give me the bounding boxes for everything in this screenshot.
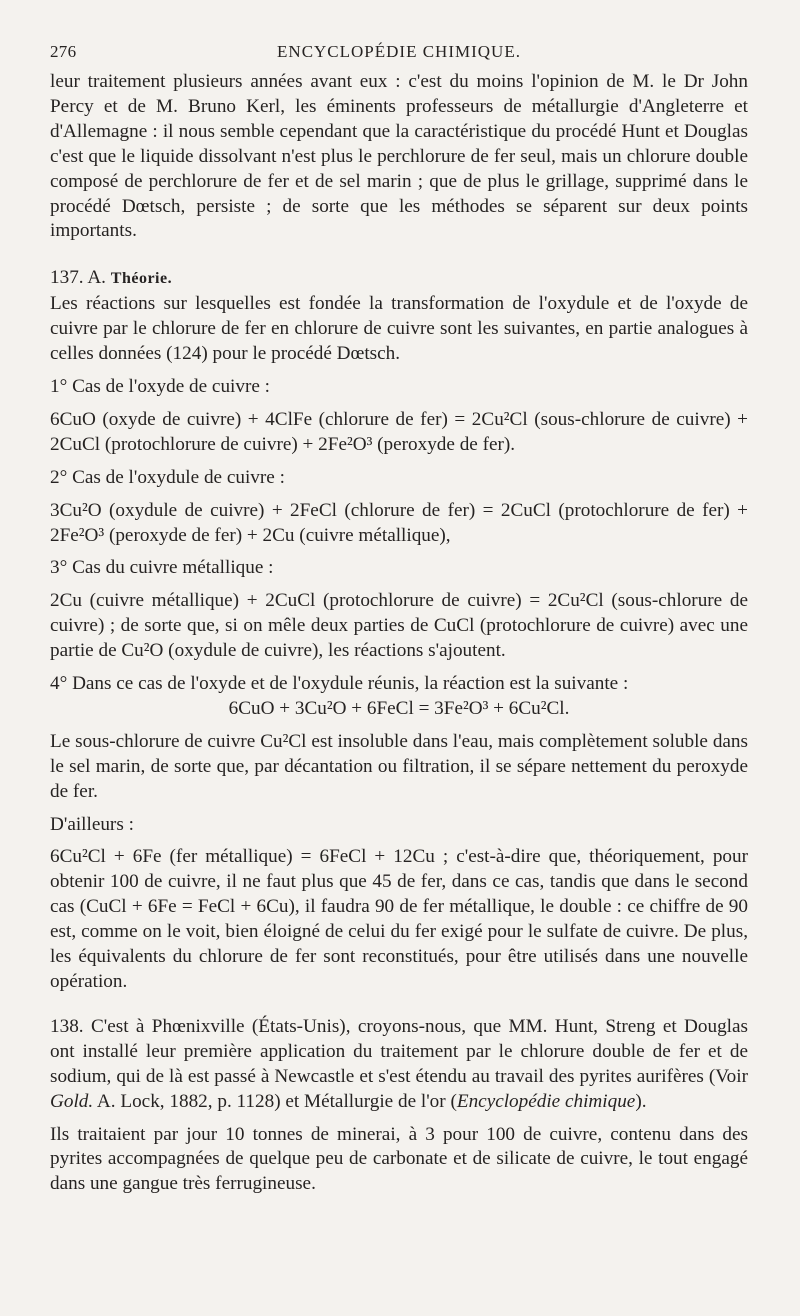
dailleurs-label: D'ailleurs : xyxy=(50,813,134,835)
dailleurs-paragraph: 6Cu²Cl + 6Fe (fer métallique) = 6FeCl + 12Cu ; c'est-à-dire que, théoriquement, pour obtenir 100 de cuivre, il ne faut plus que 45 de fer, dans ce cas, tandis que dans le second cas (CuCl + 6Fe = FeCl + 6Cu), il faudra 90 de fer métallique, le double : ce chiffre de 90 est, comme on le voit, bien éloigné de celui du fer exigé pour le sulfate de cuivre. De plus, les équivalents du chlorure de fer sont reconstitués, pour être utilisés dans une nouvelle opération. xyxy=(50,846,748,992)
page-body xyxy=(50,70,748,1197)
case-4-text: 4° Dans ce cas de l'oxyde et de l'oxydule réunis, la réaction est la suivante : xyxy=(50,673,629,695)
souschlorure-paragraph: Le sous-chlorure de cuivre Cu²Cl est insoluble dans l'eau, mais complètement soluble dans le sel marin, de sorte que, par décantation ou filtration, il se sépare nettement du peroxyde de fer. xyxy=(50,730,748,802)
running-header xyxy=(50,42,748,68)
section-137-text: Les réactions sur lesquelles est fondée la transformation de l'oxydule et de l'oxyde de cuivre par le chlorure de fer en chlorure de cuivre sont les suivantes, en partie analogues à celles données (124) pour le procédé Dœtsch. xyxy=(50,293,748,365)
section-138-text-c: ). xyxy=(635,1090,647,1112)
running-title: ENCYCLOPÉDIE CHIMIQUE. xyxy=(277,42,521,61)
section-title: Théorie. xyxy=(110,270,173,288)
section-138-encyclopedie: Encyclopédie chimique xyxy=(456,1090,636,1112)
section-138-text-a: 138. C'est à Phœnixville (États-Unis), croyons-nous, que MM. Hunt, Streng et Douglas ont installé leur première application du traitement par le chlorure double de fer et de sodium, qui de là est passé à Newcastle et s'est étendu au travail des pyrites aurifères (Voir xyxy=(50,1015,748,1087)
section-138-gold: Gold. xyxy=(50,1090,94,1112)
section-138-text-b: A. Lock, 1882, p. 1128) et Métallurgie de l'or ( xyxy=(93,1090,457,1112)
section-138-paragraph xyxy=(50,1015,748,1115)
case-2-label: 2° Cas de l'oxydule de cuivre : xyxy=(50,466,285,488)
case-1-label: 1° Cas de l'oxyde de cuivre : xyxy=(50,375,271,397)
section-137-heading xyxy=(50,266,748,292)
case-1-reaction: 6CuO (oxyde de cuivre) + 4ClFe (chlorure de fer) = 2Cu²Cl (sous-chlorure de cuivre) + 2CuCl (protochlorure de cuivre) + 2Fe²O³ (peroxyde de fer). xyxy=(50,408,748,455)
section-number: 137. A. xyxy=(50,267,106,289)
page-number: 276 xyxy=(50,42,77,61)
final-paragraph: Ils traitaient par jour 10 tonnes de minerai, à 3 pour 100 de cuivre, contenu dans des pyrites accompagnées de quelque peu de carbonate et de silicate de cuivre, le tout engagé dans une gangue très ferrugineuse. xyxy=(50,1123,748,1195)
case-3-label: 3° Cas du cuivre métallique : xyxy=(50,557,274,579)
case-4-formula: 6CuO + 3Cu²O + 6FeCl = 3Fe²O³ + 6Cu²Cl. xyxy=(228,697,570,719)
case-2-reaction: 3Cu²O (oxydule de cuivre) + 2FeCl (chlorure de fer) = 2CuCl (protochlorure de fer) + 2Fe²O³ (peroxyde de fer) + 2Cu (cuivre métallique), xyxy=(50,499,748,546)
case-3-reaction: 2Cu (cuivre métallique) + 2CuCl (protochlorure de cuivre) = 2Cu²Cl (sous-chlorure de cuivre) ; de sorte que, si on mêle deux parties de CuCl (protochlorure de cuivre) avec une partie de Cu²O (oxydule de cuivre), les réactions s'ajoutent. xyxy=(50,590,748,662)
intro-paragraph: leur traitement plusieurs années avant eux : c'est du moins l'opinion de M. le Dr John Percy et de M. Bruno Kerl, les éminents professeurs de métallurgie d'Angleterre et d'Allemagne : il nous semble cependant que la caractéristique du procédé Hunt et Douglas c'est que le liquide dissolvant n'est plus le perchlorure de fer seul, mais un chlorure double composé de perchlorure de fer et de sel marin ; que de plus le grillage, supprimé dans le procédé Dœtsch, persiste ; de sorte que les méthodes se séparent sur deux points importants. xyxy=(50,71,748,242)
